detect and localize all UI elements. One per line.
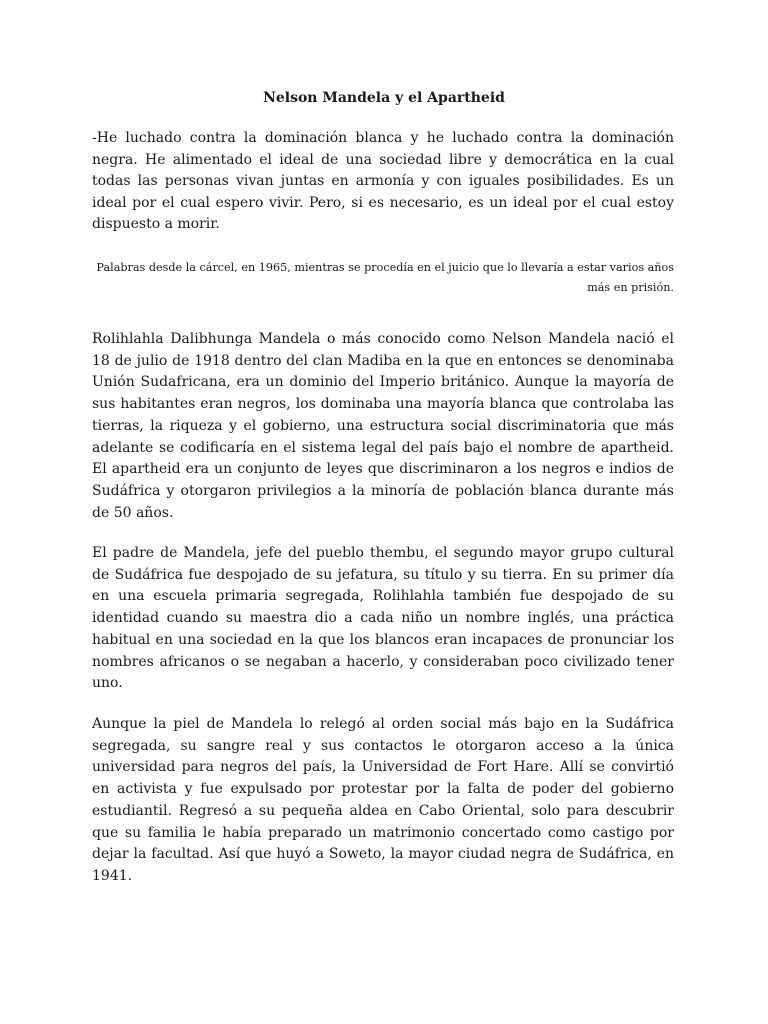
paragraph-early-life: Rolihlahla Dalibhunga Mandela o más conocido como Nelson Mandela nació el 18 de julio de 1918 dentro del clan Madiba en la que en entonces se denominaba Unión Sudafricana, era un dominio del Imperio británico. Aunque la mayoría de sus habitantes eran negros, los dominaba una mayoría blanca que controlaba las tierras, la riqueza y el gobierno, una estructura social discriminatoria que más adelante se codificaría en el sistema legal del país bajo el nombre de apartheid. El apartheid era un conjunto de leyes que discriminaron a los negros e indios de Sudáfrica y otorgaron privilegios a la minoría de población blanca durante más de 50 años. (92, 331, 674, 521)
quote-attribution: Palabras desde la cárcel, en 1965, mientras se procedía en el juicio que lo llevaría a estar varios años más en prisión. (96, 261, 674, 294)
document-title: Nelson Mandela y el Apartheid (263, 90, 505, 106)
paragraph-university: Aunque la piel de Mandela lo relegó al orden social más bajo en la Sudáfrica segregada, su sangre real y sus contactos le otorgaron acceso a la única universidad para negros del país, la Universidad de Fort Hare. Allí se convirtió en activista y fue expulsado por protestar por la falta de poder del gobierno estudiantil. Regresó a su pequeña aldea en Cabo Oriental, solo para descubrir que su familia le había preparado un matrimonio concertado como castigo por dejar la facultad. Así que huyó a Soweto, la mayor ciudad negra de Sudáfrica, en 1941. (92, 716, 674, 884)
paragraph-childhood: El padre de Mandela, jefe del pueblo thembu, el segundo mayor grupo cultural de Sudáfrica fue despojado de su jefatura, su título y su tierra. En su primer día en una escuela primaria segregada, Rolihlahla también fue despojado de su identidad cuando su maestra dio a cada niño un nombre inglés, una práctica habitual en una sociedad en la que los blancos eran incapaces de pronunciar los nombres africanos o se negaban a hacerlo, y consideraban poco civilizado tener uno. (92, 545, 674, 692)
mandela-quote: -He luchado contra la dominación blanca y he luchado contra la dominación negra. He alimentado el ideal de una sociedad libre y democrática en la cual todas las personas vivan juntas en armonía y con iguales posibilidades. Es un ideal por el cual espero vivir. Pero, si es necesario, es un ideal por el cual estoy dispuesto a morir. (92, 130, 674, 232)
